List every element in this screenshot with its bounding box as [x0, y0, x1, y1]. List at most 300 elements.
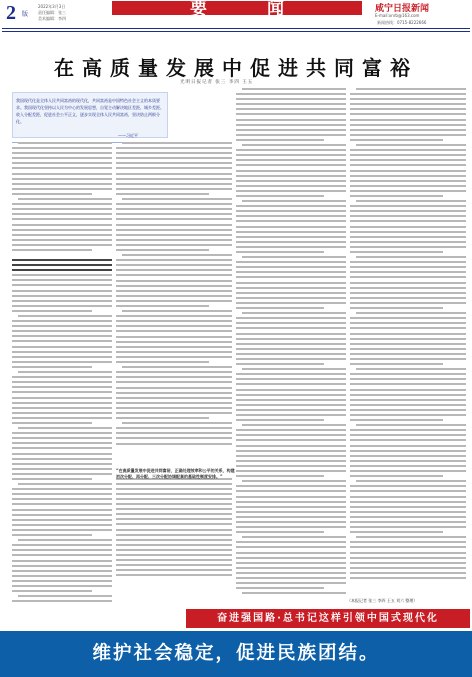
body-text-line	[356, 424, 466, 426]
body-text-line	[242, 200, 346, 202]
body-text-line	[12, 193, 92, 195]
body-text-line	[242, 88, 346, 90]
body-text-line	[12, 300, 112, 302]
body-text-line	[236, 521, 346, 523]
body-text-line	[12, 361, 112, 363]
body-text-line	[236, 175, 346, 177]
body-text-line	[116, 290, 232, 292]
body-text-line	[236, 327, 346, 329]
body-text-line	[12, 183, 112, 185]
body-text-line	[116, 346, 232, 348]
body-column-4	[350, 88, 466, 582]
body-text-line	[236, 450, 346, 452]
section-title: 要闻	[190, 0, 344, 18]
body-text-line	[236, 485, 346, 487]
body-text-line	[350, 373, 466, 375]
body-text-line	[236, 159, 346, 161]
body-text-line	[116, 315, 232, 317]
body-text-line	[116, 300, 232, 302]
body-text-line	[116, 574, 232, 576]
body-text-line	[236, 246, 346, 248]
body-text-line	[116, 320, 232, 322]
body-text-line	[350, 322, 466, 324]
body-text-line	[236, 358, 346, 360]
body-text-line	[12, 590, 92, 592]
body-text-line	[116, 224, 232, 226]
body-text-line	[236, 506, 346, 508]
body-text-line	[12, 229, 112, 231]
body-text-line	[12, 218, 112, 220]
body-text-line	[350, 149, 466, 151]
body-text-line	[350, 119, 466, 121]
body-text-line	[116, 259, 232, 261]
body-text-line	[350, 164, 466, 166]
newspaper-brand: 咸宁日报新闻	[375, 3, 430, 13]
body-text-line	[12, 346, 112, 348]
body-text-line	[236, 113, 346, 115]
body-text-line	[350, 450, 466, 452]
body-text-line	[236, 276, 346, 278]
body-text-line	[12, 320, 112, 322]
body-text-line	[242, 144, 346, 146]
body-text-line	[12, 386, 112, 388]
body-text-line	[236, 429, 346, 431]
body-text-line	[116, 152, 232, 154]
body-text-line	[116, 554, 232, 556]
body-text-line	[236, 572, 346, 574]
body-text-line	[12, 152, 112, 154]
body-text-line	[356, 480, 466, 482]
issue-designer: 美术编辑：李四	[38, 16, 66, 21]
body-text-line	[116, 564, 232, 566]
body-text-line	[236, 445, 346, 447]
body-text-line	[350, 404, 466, 406]
body-text-line	[242, 256, 346, 258]
body-text-line	[116, 173, 232, 175]
body-text-line	[350, 180, 466, 182]
body-text-line	[350, 236, 466, 238]
body-text-line	[12, 422, 92, 424]
body-text-line	[236, 103, 346, 105]
body-text-line	[18, 427, 112, 429]
body-text-line	[116, 218, 232, 220]
body-text-line	[12, 234, 112, 236]
body-text-line	[236, 394, 346, 396]
body-text-line	[350, 577, 466, 579]
body-text-line	[236, 460, 346, 462]
body-text-line	[12, 447, 112, 449]
body-text-line	[116, 529, 232, 531]
body-text-line	[12, 570, 112, 572]
body-text-line	[116, 188, 232, 190]
body-text-line	[12, 295, 112, 297]
body-text-line	[350, 226, 466, 228]
body-text-line	[236, 501, 346, 503]
body-text-line	[12, 412, 112, 414]
body-text-line	[12, 473, 112, 475]
body-text-line	[236, 475, 324, 477]
body-text-line	[350, 434, 466, 436]
body-text-line	[122, 254, 232, 256]
body-text-line	[116, 518, 232, 520]
body-text-line	[12, 493, 112, 495]
body-text-line	[12, 239, 112, 241]
body-text-line	[350, 302, 466, 304]
body-text-line	[236, 226, 346, 228]
body-text-line	[236, 236, 346, 238]
body-text-line	[116, 244, 232, 246]
body-text-line	[116, 392, 232, 394]
body-text-line	[116, 534, 232, 536]
body-text-line	[12, 147, 112, 149]
body-text-line	[350, 108, 466, 110]
body-text-line	[350, 511, 466, 513]
body-text-line	[12, 554, 112, 556]
body-text-line	[350, 383, 466, 385]
body-text-line	[356, 88, 466, 90]
body-text-line	[236, 98, 346, 100]
body-text-line	[236, 205, 346, 207]
body-text-line	[236, 404, 346, 406]
body-text-line	[12, 397, 112, 399]
body-text-line	[350, 338, 466, 340]
body-text-line	[116, 341, 232, 343]
body-text-line	[236, 302, 346, 304]
body-text-line	[116, 376, 232, 378]
body-text-line	[236, 119, 346, 121]
body-text-line	[122, 198, 232, 200]
body-text-line	[350, 307, 443, 309]
body-text-line	[350, 485, 466, 487]
body-text-line	[236, 139, 324, 141]
body-text-line	[12, 549, 112, 551]
body-text-line	[236, 149, 346, 151]
body-text-line	[18, 142, 112, 144]
body-text-line	[122, 422, 232, 424]
headline: 在高质量发展中促进共同富裕	[54, 56, 418, 80]
body-text-line	[12, 565, 112, 567]
body-text-line	[12, 381, 112, 383]
body-text-line	[236, 587, 324, 589]
pull-quote: “在高质量发展中促进共同富裕，正确处理效率和公平的关系，构建初次分配、再分配、三次分配协调配套的基础性制度安排。”	[116, 468, 235, 479]
body-text-line	[350, 241, 466, 243]
body-text-line	[350, 526, 466, 528]
body-text-line	[12, 305, 112, 307]
body-text-line	[242, 480, 346, 482]
body-text-line	[116, 427, 232, 429]
body-text-line	[12, 208, 112, 210]
body-text-line	[350, 496, 466, 498]
body-text-line	[236, 292, 346, 294]
body-text-line	[350, 170, 466, 172]
body-text-line	[12, 325, 112, 327]
body-text-line	[116, 239, 232, 241]
body-text-line	[350, 159, 466, 161]
body-text-line	[12, 290, 112, 292]
body-text-line	[350, 266, 466, 268]
body-text-line	[350, 129, 466, 131]
body-text-line	[12, 580, 112, 582]
body-text-line	[116, 371, 232, 373]
body-text-line	[12, 274, 112, 276]
body-text-line	[116, 412, 232, 414]
header-rule-top	[2, 28, 470, 29]
body-text-line	[236, 439, 346, 441]
body-text-line	[350, 297, 466, 299]
body-text-line	[18, 371, 112, 373]
body-text-line	[116, 539, 232, 541]
body-text-line	[116, 381, 232, 383]
body-text-line	[116, 544, 232, 546]
body-text-line	[350, 455, 466, 457]
body-text-line	[236, 154, 346, 156]
body-text-line	[350, 409, 466, 411]
body-text-line	[236, 419, 324, 421]
body-text-line	[350, 506, 466, 508]
body-text-line	[116, 234, 232, 236]
body-text-line	[236, 567, 346, 569]
body-text-line	[12, 366, 92, 368]
body-text-line	[350, 175, 466, 177]
body-text-line	[236, 333, 346, 335]
body-text-line	[236, 282, 346, 284]
body-text-line	[236, 134, 346, 136]
body-text-line	[356, 368, 466, 370]
body-text-line	[116, 387, 232, 389]
body-text-line	[236, 541, 346, 543]
body-text-line	[116, 437, 232, 439]
issue-date: 2022年3月3日	[38, 4, 66, 9]
body-text-line	[236, 251, 324, 253]
body-text-line	[12, 534, 92, 536]
body-text-line	[350, 195, 443, 197]
body-text-line	[350, 215, 466, 217]
quote-author: ——习近平	[118, 133, 138, 138]
body-text-line	[236, 129, 346, 131]
body-text-line	[236, 307, 324, 309]
body-text-line	[350, 113, 466, 115]
body-text-line	[350, 287, 466, 289]
body-text-line	[350, 552, 466, 554]
body-text-line	[236, 557, 346, 559]
body-text-line	[350, 333, 466, 335]
motto-text: 维护社会稳定，促进民族团结。	[92, 643, 380, 664]
body-text-line	[12, 279, 112, 281]
body-text-line	[236, 220, 346, 222]
body-text-line	[350, 521, 466, 523]
body-text-line	[116, 147, 232, 149]
body-text-line	[236, 373, 346, 375]
slogan-text: 奋进强国路·总书记这样引领中国式现代化	[217, 613, 439, 624]
body-text-line	[116, 330, 232, 332]
body-text-line	[236, 180, 346, 182]
body-text-line	[116, 559, 232, 561]
body-text-line	[12, 407, 112, 409]
body-text-line	[18, 539, 112, 541]
byline: 光明日报记者 张三 李四 王五	[180, 80, 254, 85]
body-text-line	[116, 157, 232, 159]
body-subheading-line	[12, 264, 112, 266]
body-text-line	[116, 402, 232, 404]
body-text-line	[350, 210, 466, 212]
body-text-line	[116, 264, 232, 266]
body-text-line	[350, 292, 466, 294]
body-text-line	[350, 98, 466, 100]
body-text-line	[12, 560, 112, 562]
body-text-line	[350, 327, 466, 329]
body-text-line	[116, 513, 232, 515]
body-text-line	[12, 335, 112, 337]
page-number: 2	[6, 2, 16, 24]
body-text-line	[12, 519, 112, 521]
body-text-line	[12, 575, 112, 577]
body-text-line	[350, 353, 466, 355]
body-text-line	[12, 330, 112, 332]
body-text-line	[12, 249, 92, 251]
body-text-line	[236, 434, 346, 436]
body-text-line	[116, 274, 232, 276]
body-text-line	[116, 503, 232, 505]
body-text-line	[236, 241, 346, 243]
body-column-2	[116, 142, 232, 580]
header-rule-bottom	[2, 31, 470, 32]
body-text-line	[12, 340, 112, 342]
body-text-line	[12, 224, 112, 226]
body-text-line	[236, 383, 346, 385]
body-text-line	[12, 244, 112, 246]
body-text-line	[350, 460, 466, 462]
body-text-line	[116, 483, 232, 485]
body-text-line	[12, 402, 112, 404]
body-text-line	[12, 203, 112, 205]
body-text-line	[18, 315, 112, 317]
body-text-line	[350, 205, 466, 207]
body-text-line	[242, 424, 346, 426]
body-text-line	[236, 470, 346, 472]
body-text-line	[12, 167, 112, 169]
body-text-line	[12, 162, 112, 164]
body-text-line	[356, 312, 466, 314]
body-text-line	[116, 325, 232, 327]
issue-editor: 责任编辑：张三	[38, 10, 66, 15]
body-subheading-line	[12, 269, 112, 271]
body-column-3	[236, 88, 346, 597]
body-text-line	[12, 478, 92, 480]
body-text-line	[350, 317, 466, 319]
body-text-line	[12, 463, 112, 465]
body-text-line	[236, 164, 346, 166]
body-text-line	[356, 256, 466, 258]
body-text-line	[116, 213, 232, 215]
body-text-line	[236, 511, 346, 513]
body-text-line	[12, 432, 112, 434]
body-text-line	[12, 417, 112, 419]
body-text-line	[116, 397, 232, 399]
body-text-line	[236, 185, 346, 187]
body-text-line	[350, 103, 466, 105]
body-text-line	[350, 490, 466, 492]
body-text-line	[242, 312, 346, 314]
body-text-line	[116, 356, 232, 358]
body-text-line	[12, 600, 112, 602]
body-text-line	[236, 582, 346, 584]
news-hotline: 新闻热线：0715-8222666	[377, 20, 427, 25]
body-text-line	[236, 516, 346, 518]
body-text-line	[236, 496, 346, 498]
body-text-line	[350, 343, 466, 345]
body-text-line	[236, 287, 346, 289]
body-text-line	[116, 336, 232, 338]
body-text-line	[236, 343, 346, 345]
body-text-line	[12, 498, 112, 500]
body-text-line	[116, 178, 232, 180]
body-text-line	[236, 170, 346, 172]
body-text-line	[116, 280, 232, 282]
body-text-line	[350, 562, 466, 564]
body-text-line	[12, 458, 112, 460]
body-text-line	[236, 465, 346, 467]
body-text-line	[350, 378, 466, 380]
body-text-line	[116, 269, 232, 271]
body-text-line	[236, 353, 346, 355]
body-text-line	[122, 142, 232, 144]
body-text-line	[350, 282, 466, 284]
body-text-line	[116, 162, 232, 164]
body-text-line	[236, 577, 346, 579]
body-text-line	[12, 284, 112, 286]
body-text-line	[12, 544, 112, 546]
body-text-line	[12, 488, 112, 490]
body-text-line	[236, 526, 346, 528]
body-text-line	[236, 297, 346, 299]
body-text-line	[116, 249, 209, 251]
body-text-line	[350, 567, 466, 569]
body-text-line	[116, 203, 232, 205]
body-text-line	[236, 531, 324, 533]
article-footnote: （本报记者 张三 李四 王五 刘六 整理）	[347, 598, 418, 603]
body-text-line	[116, 295, 232, 297]
body-text-line	[236, 190, 346, 192]
body-text-line	[12, 585, 112, 587]
body-text-line	[236, 322, 346, 324]
body-text-line	[350, 154, 466, 156]
body-text-line	[12, 213, 112, 215]
body-text-line	[356, 536, 466, 538]
body-text-line	[12, 310, 92, 312]
body-text-line	[350, 124, 466, 126]
body-subheading-line	[12, 259, 112, 261]
body-text-line	[116, 549, 232, 551]
body-text-line	[350, 190, 466, 192]
body-text-line	[236, 261, 346, 263]
body-text-line	[236, 363, 324, 365]
body-text-line	[350, 185, 466, 187]
body-text-line	[350, 470, 466, 472]
body-text-line	[350, 439, 466, 441]
body-text-line	[116, 208, 232, 210]
body-text-line	[350, 251, 443, 253]
body-text-line	[116, 361, 209, 363]
body-text-line	[236, 348, 346, 350]
body-text-line	[18, 198, 112, 200]
body-text-line	[350, 231, 466, 233]
body-text-line	[12, 376, 112, 378]
body-text-line	[350, 139, 443, 141]
body-text-line	[350, 501, 466, 503]
body-text-line	[116, 167, 232, 169]
body-text-line	[12, 442, 112, 444]
body-text-line	[116, 432, 232, 434]
